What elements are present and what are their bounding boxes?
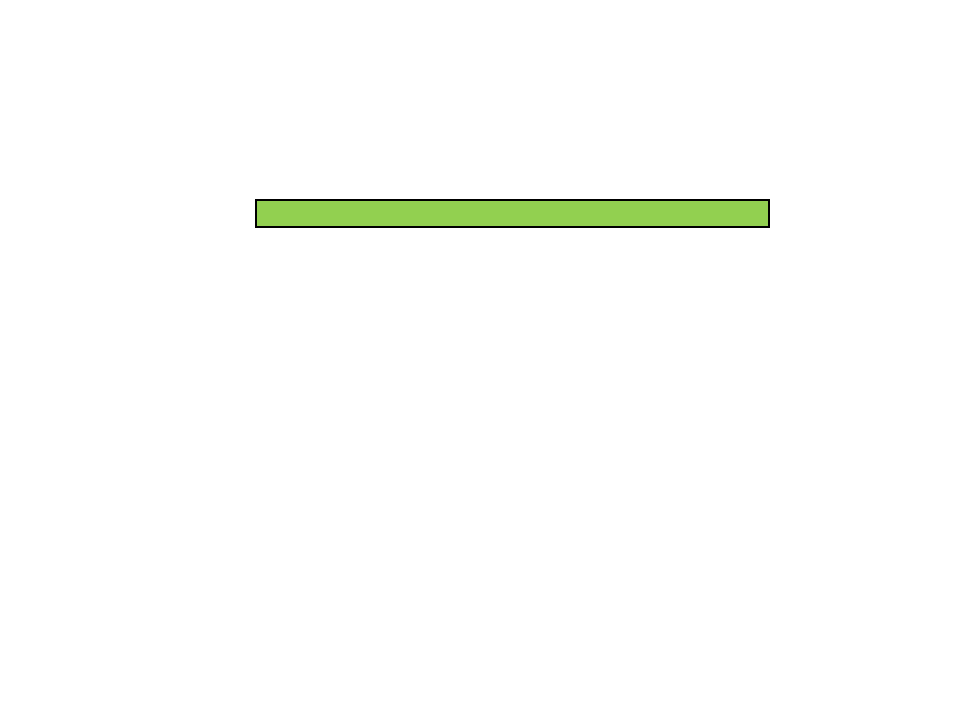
column-header-released bbox=[256, 228, 378, 290]
column-header-total bbox=[707, 228, 769, 290]
column-header-ambassador bbox=[380, 228, 505, 290]
category-header bbox=[255, 199, 770, 228]
column-header-euthanized bbox=[601, 228, 705, 290]
column-header-died bbox=[507, 228, 599, 290]
year-header bbox=[192, 291, 254, 311]
